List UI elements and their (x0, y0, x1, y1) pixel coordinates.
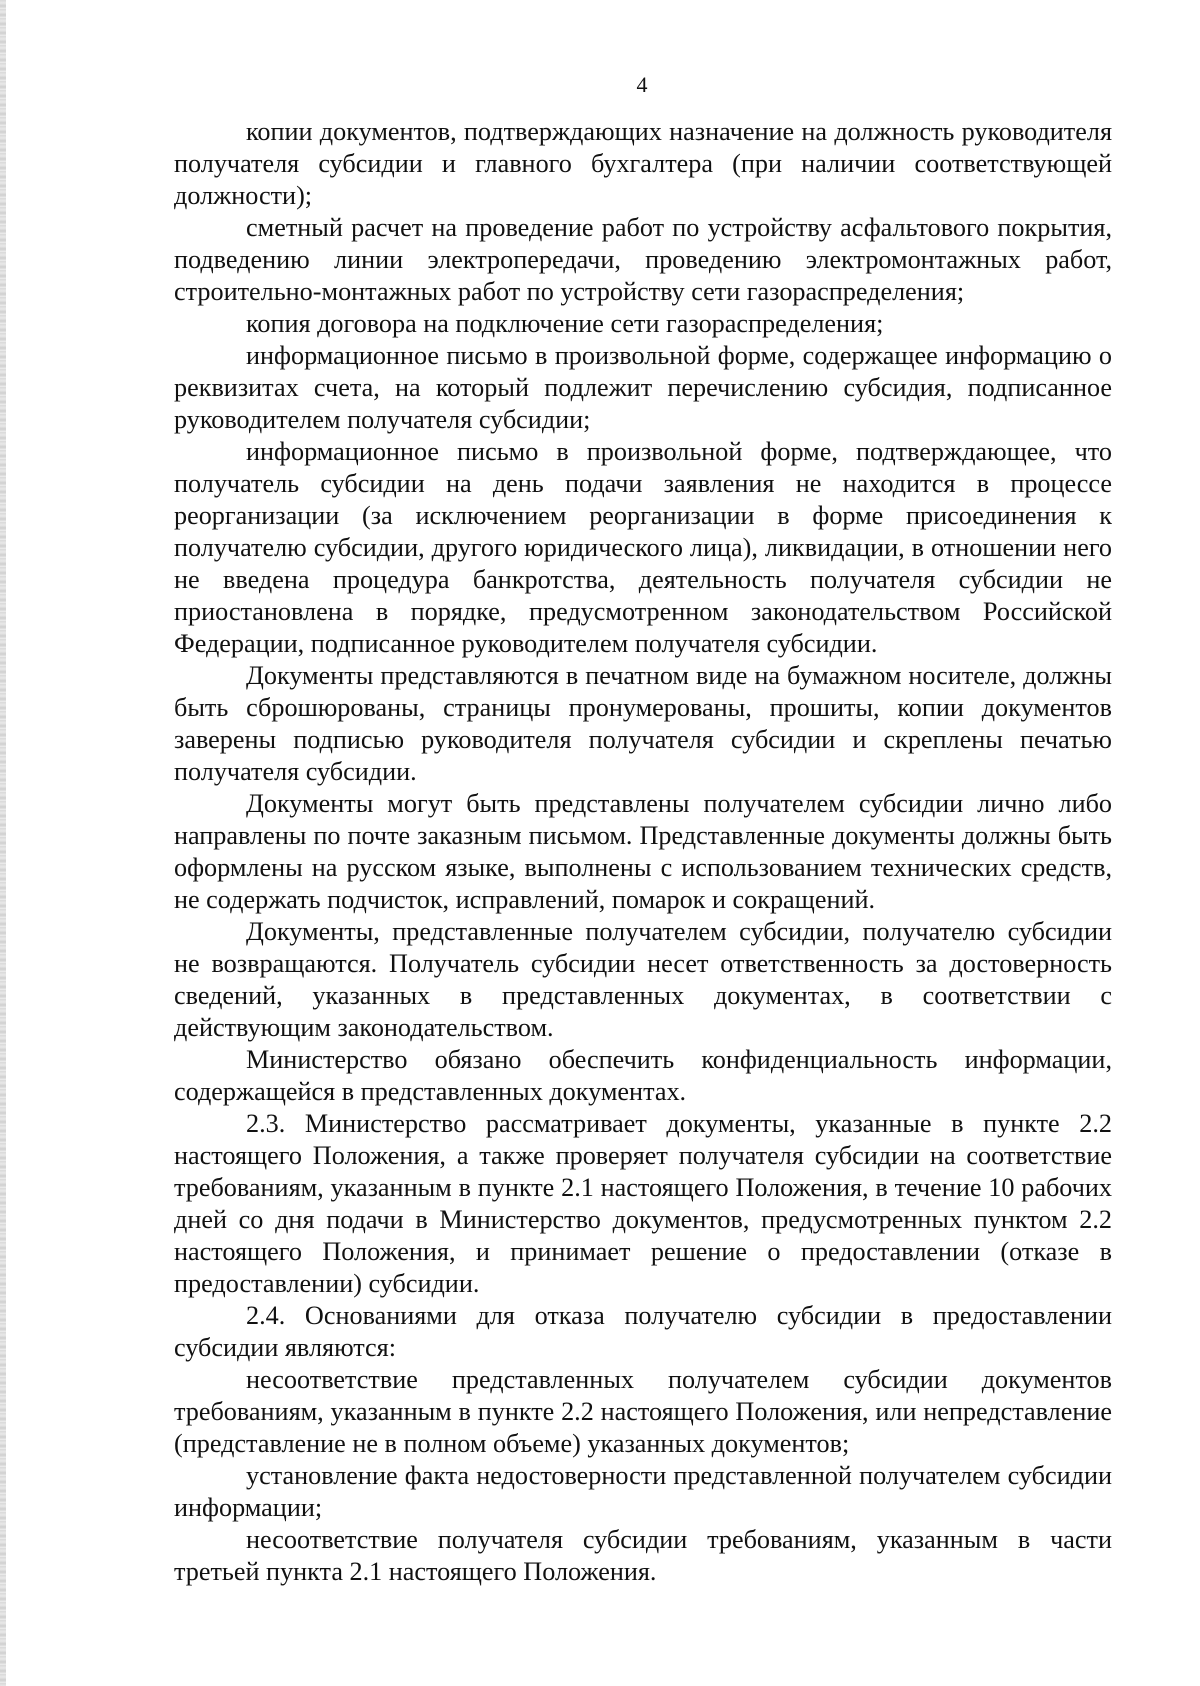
page-number: 4 (636, 72, 648, 97)
paragraph: Министерство обязано обеспечить конфиденциальность информации, содержащейся в представленных документах. (174, 1045, 1112, 1106)
paragraph: Документы представляются в печатном виде на бумажном носителе, должны быть сброшюрованы, страницы пронумерованы, прошиты, копии документов заверены подписью руководителя получателя субсидии и скреплены печатью получателя субсидии. (174, 661, 1112, 786)
section-paragraph: 2.4. Основаниями для отказа получателю субсидии в предоставлении субсидии являются: (174, 1301, 1112, 1362)
paragraph: Документы могут быть представлены получателем субсидии лично либо направлены по почте заказным письмом. Представленные документы должны быть оформлены на русском языке, выполнены с использованием технических средств, не содержать подчисток, исправлений, помарок и сокращений. (174, 789, 1112, 914)
section-paragraph: 2.3. Министерство рассматривает документы, указанные в пункте 2.2 настоящего Положения, а также проверяет получателя субсидии на соответствие требованиям, указанным в пункте 2.1 настоящего Положения, в течение 10 рабочих дней со дня подачи в Министерство документов, предусмотренных пунктом 2.2 настоящего Положения, и принимает решение о предоставлении (отказе в предоставлении) субсидии. (174, 1109, 1112, 1298)
document-body (174, 116, 1112, 1588)
paragraph: информационное письмо в произвольной форме, содержащее информацию о реквизитах счета, на который подлежит перечислению субсидия, подписанное руководителем получателя субсидии; (174, 341, 1112, 434)
list-item: несоответствие представленных получателем субсидии документов требованиям, указанным в пункте 2.2 настоящего Положения, или непредставление (представление не в полном объеме) указанных документов; (174, 1365, 1112, 1458)
list-item: несоответствие получателя субсидии требованиям, указанным в части третьей пункта 2.1 настоящего Положения. (174, 1525, 1112, 1586)
paragraph: сметный расчет на проведение работ по устройству асфальтового покрытия, подведению линии электропередачи, проведению электромонтажных работ, строительно-монтажных работ по устройству сети газораспределения; (174, 213, 1112, 306)
paragraph: копия договора на подключение сети газораспределения; (246, 309, 884, 338)
list-item: установление факта недостоверности представленной получателем субсидии информации; (174, 1461, 1112, 1522)
paragraph: копии документов, подтверждающих назначение на должность руководителя получателя субсидии и главного бухгалтера (при наличии соответствующей должности); (174, 117, 1112, 210)
scan-edge (0, 0, 6, 1686)
paragraph: информационное письмо в произвольной форме, подтверждающее, что получатель субсидии на день подачи заявления не находится в процессе реорганизации (за исключением реорганизации в форме присоединения к получателю субсидии, другого юридического лица), ликвидации, в отношении него не введена процедура банкротства, деятельность получателя субсидии не приостановлена в порядке, предусмотренном законодательством Российской Федерации, подписанное руководителем получателя субсидии. (174, 437, 1112, 658)
paragraph: Документы, представленные получателем субсидии, получателю субсидии не возвращаются. Получатель субсидии несет ответственность за достоверность сведений, указанных в представленных документах, в соответствии с действующим законодательством. (174, 917, 1112, 1042)
